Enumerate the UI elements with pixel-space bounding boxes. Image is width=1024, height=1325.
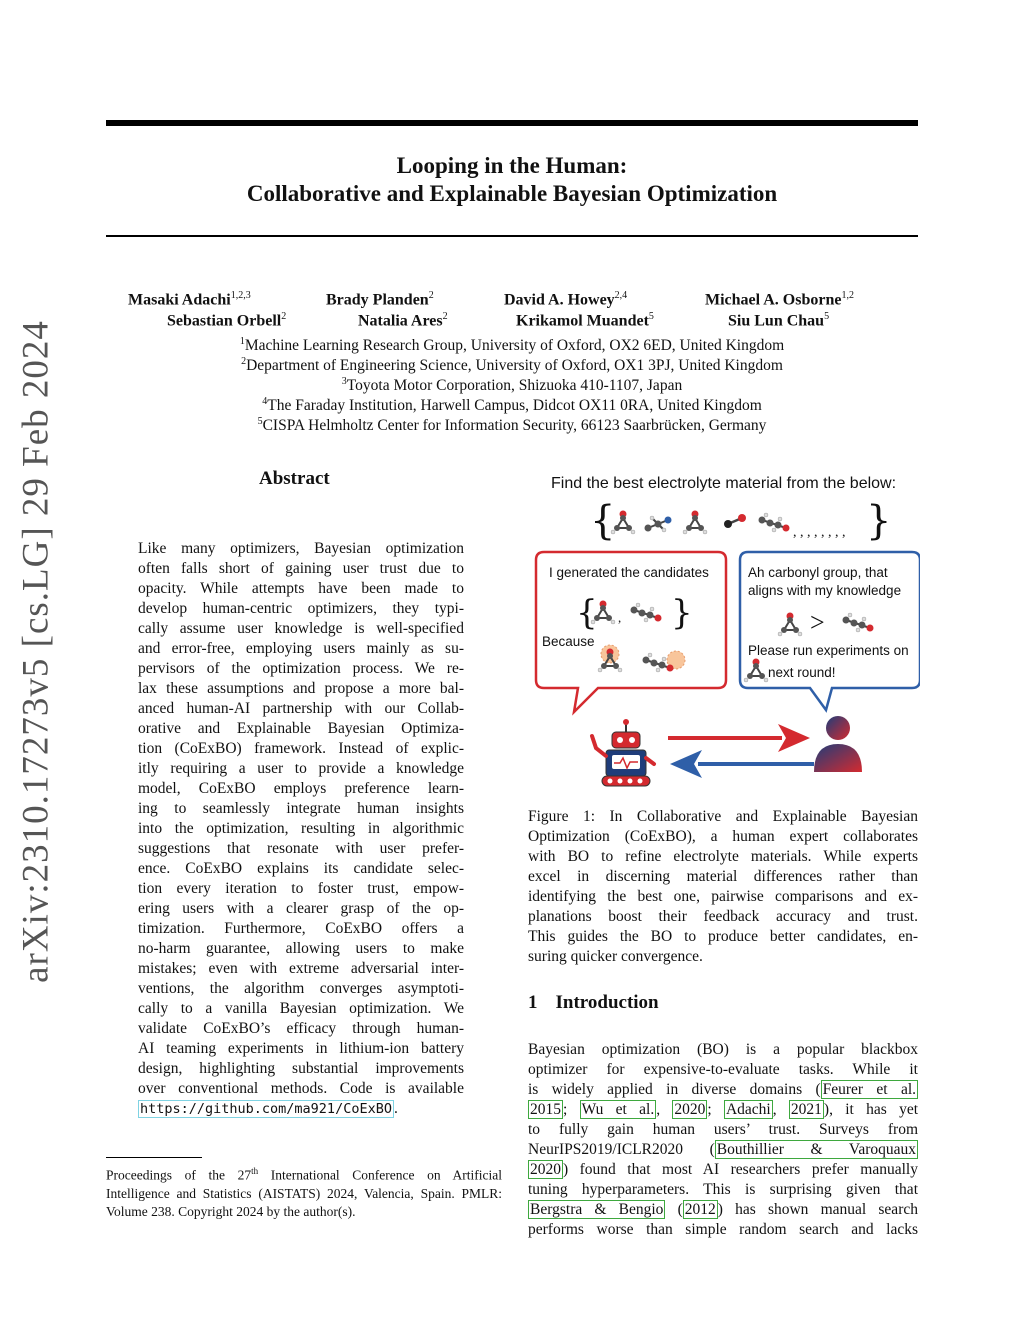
abstract-line: cally to a vanilla Bayesian optimization. We [138,1000,464,1017]
abstract-line: suggestions that resonate with user prefer- [138,840,464,857]
molecule-icon [683,511,707,535]
intro-line: is widely applied in diverse domains ( Feurer et al. [528,1081,917,1098]
author-adachi: Masaki Adachi$^{1,2,3}$ [128,290,251,309]
intro-line: 2020 ) found that most AI researchers prefer manually [530,1161,918,1178]
author-planden: Brady Planden$^2$ [326,290,434,309]
intro-line: tuning hyperparameters. This is surprising given that [528,1181,918,1198]
intro-line: Bergstra & Bengio ( 2012 ) has shown manual search [530,1201,918,1218]
abstract-line: cally assume user knowledge is well-specified [138,620,464,637]
citation-year[interactable]: 2015 [530,1101,561,1118]
caption-line: planations boost their feedback accuracy and trust. [528,908,918,925]
abstract-line: opacity. While attempts have been made to [138,580,464,597]
abstract-line: often falls short of gaining user trust due to [138,560,464,577]
title-line-2: Collaborative and Explainable Bayesian Optimization [246,181,778,206]
intro-line: 2015 ; Wu et al. , 2020 ; Adachi , 2021 ), it has yet [530,1101,919,1118]
abstract-line: no-harm guarantee, allowing users to make [138,940,464,957]
intro-line: performs worse than simple random search and lacks [528,1221,918,1238]
arxiv-identifier: arXiv:2310.17273v5 [cs.LG] 29 Feb 2024 [15,320,57,983]
abstract-code-line: https://github.com/ma921/CoExBO . [140,1100,398,1117]
abstract-line: Like many optimizers, Bayesian optimization [138,540,464,557]
caption-line: identifying the best one, pairwise comparisons and ex- [528,888,918,905]
abstract-line: and error-free, employing users mainly as su- [138,640,464,657]
person-icon [814,716,862,772]
intro-line: NeurIPS2019/ICLR2020 ( Bouthillier & Varoquaux [528,1141,916,1158]
abstract-line: AI teaming experiments in lithium-ion battery [138,1040,464,1057]
arrow-to-robot [670,750,814,778]
citation-year[interactable]: 2021 [790,1101,822,1118]
figure-caption [528,807,918,967]
abstract-line: anced human-AI partnership with our Collab- [138,700,464,717]
ai-set-comma: , [618,610,622,625]
robot-icon [592,719,654,786]
abstract-line: orative and Explainable Bayesian Optimiza- [138,720,464,737]
human-bubble-line-1: Ah carbonyl group, that [748,565,888,580]
author-osborne: Michael A. Osborne$^{1,2}$ [705,290,854,309]
arrow-to-human [668,724,810,752]
abstract-line: develop human-centric optimizers, they typi- [138,600,464,617]
title-bottom-rule [106,235,918,237]
figure-prompt: Find the best electrolyte material from the below: [551,475,897,492]
citation-year[interactable]: 2020 [674,1101,706,1118]
abstract-line: over conventional methods. Code is available [138,1080,464,1097]
citation-year[interactable]: 2020 [530,1161,561,1178]
candidate-brace-left: { [590,498,616,544]
caption-line: Optimization (CoExBO), a human expert collaborates [528,828,918,845]
ai-bubble-text: I generated the candidates [549,565,709,580]
abstract-line: ence. CoExBO explains its candidate selec- [138,860,464,877]
affiliation-2: $^2$Department of Engineering Science, University of Oxford, OX1 3PJ, United Kingdom [241,356,783,375]
intro-line: optimizer for expensive-to-evaluate tasks. While it [528,1061,918,1078]
abstract-line: timization. Furthermore, CoExBO offers a [138,920,464,937]
citation-feurer[interactable]: Feurer et al. [822,1081,917,1098]
introduction-body [528,1040,918,1240]
author-muandet: Krikamol Muandet$^5$ [516,311,654,330]
human-bubble-line-2: aligns with my knowledge [748,583,902,598]
abstract-line: ering users with a clearer grasp of the op- [138,900,464,917]
abstract-line: model, CoExBO employs preference learn- [138,780,464,797]
caption-line: with BO to refine electrolyte materials. While experts [528,848,918,865]
preference-symbol: > [810,608,825,637]
ai-brace-right: } [671,593,693,633]
caption-line: excel in discerning material differences rather than [528,868,918,885]
author-orbell: Sebastian Orbell$^2$ [167,311,287,330]
citation-year[interactable]: 2012 [684,1201,716,1218]
footnote: Proceedings of the 27th International Conference on Artificial Intelligence and Statistics (AISTATS) 2024, Valencia, Spain. PMLR: Volume 238. Copyright 2024 by the author(s). [106,1166,502,1219]
intro-line: Bayesian optimization (BO) is a popular blackbox [528,1041,918,1058]
affiliation-5: $^5$CISPA Helmholtz Center for Information Security, 66123 Saarbrücken, Germany [257,416,767,435]
ai-brace-left: { [576,593,598,633]
abstract-line: into the optimization, resulting in algorithmic [138,820,464,837]
affiliation-1: $^1$Machine Learning Research Group, University of Oxford, OX2 6ED, United Kingdom [239,336,785,355]
introduction-heading: 1 Introduction [528,992,659,1013]
citation-bouthillier[interactable]: Bouthillier & Varoquaux [716,1141,916,1158]
candidate-ellipsis: , , , , , , , , [793,525,846,540]
human-bubble-line-4: next round! [768,665,836,680]
paper-title [106,152,918,208]
author-chau: Siu Lun Chau$^5$ [728,311,830,330]
abstract-line: lax these assumptions and propose a more bal- [138,680,464,697]
molecule-icon [759,513,790,532]
author-ares: Natalia Ares$^2$ [358,311,448,330]
title-line-1: Looping in the Human: [396,153,628,178]
abstract-line: validate CoExBO’s efficacy through human- [138,1020,464,1037]
abstract-line: mistakes; even with extreme adversarial inter- [138,960,464,977]
footnote-rule [106,1157,202,1158]
abstract-line: itly requiring a user to provide a knowledge [138,760,464,777]
affiliation-4: $^4$The Faraday Institution, Harwell Campus, Didcot OX11 0RA, United Kingdom [262,396,762,415]
ai-because-text: Because [542,634,595,649]
abstract-body [138,539,464,1119]
abstract-line: ing to seamlessly integrate human insights [138,800,464,817]
affiliation-3: $^3$Toyota Motor Corporation, Shizuoka 410-1107, Japan [341,376,683,395]
abstract-line: ventions, the algorithm converges asymptoti- [138,980,464,997]
author-howey: David A. Howey$^{2,4}$ [504,290,628,309]
caption-line: suring quicker convergence. [528,948,703,965]
abstract-line: tion every iteration to foster trust, empow- [138,880,464,897]
figure-1 [528,466,920,794]
abstract-line: design, highlighting substantial improvements [138,1060,464,1077]
caption-line: Figure 1: In Collaborative and Explainable Bayesian [528,808,918,825]
intro-line: to fully gain human users’ trust. Surveys from [528,1121,918,1138]
candidate-brace-right: } [866,498,892,544]
abstract-heading: Abstract [259,468,330,489]
molecule-icon [724,514,746,528]
citation-adachi[interactable]: Adachi [725,1101,771,1118]
code-link[interactable]: https://github.com/ma921/CoExBO [140,1101,392,1117]
citation-wu[interactable]: Wu et al. [581,1101,655,1118]
caption-line: This guides the BO to produce better candidates, en- [528,928,918,945]
abstract-line: tion (CoExBO) framework. Instead of explic- [138,740,464,757]
title-top-rule [106,120,918,126]
molecule-icon [645,516,672,532]
abstract-line: pervisors of the optimization process. We re- [138,660,464,677]
citation-bergstra[interactable]: Bergstra & Bengio [530,1201,664,1218]
human-bubble-line-3: Please run experiments on [748,643,909,658]
